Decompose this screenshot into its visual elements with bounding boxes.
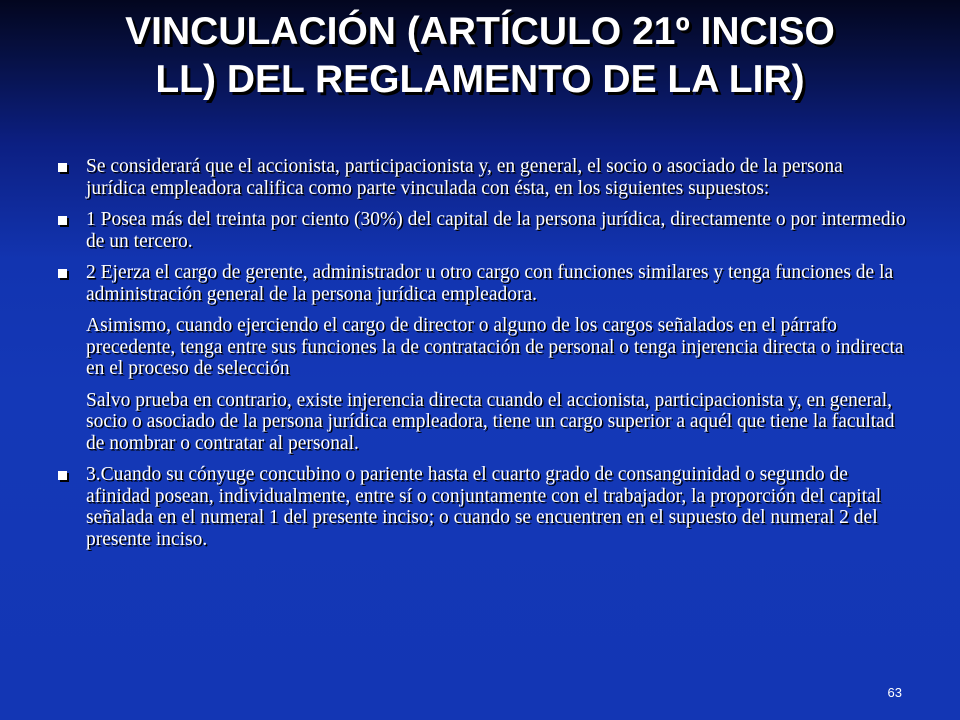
square-bullet-icon (58, 471, 67, 480)
bullet-paragraph-2 (56, 262, 906, 305)
paragraph-text: Salvo prueba en contrario, existe injerencia directa cuando el accionista, participacionista y, en general, socio o asociado de la persona jurídica empleadora, tiene un cargo superior a aquél que tiene la facultad de nombrar o contratar al personal. (86, 389, 895, 454)
square-bullet-icon (58, 269, 67, 278)
paragraph-text: Se considerará que el accionista, participacionista y, en general, el socio o asociado de la persona jurídica empleadora califica como parte vinculada con ésta, en los siguientes supuestos: (86, 156, 843, 199)
paragraph-text: 1 Posea más del treinta por ciento (30%) del capital de la persona jurídica, directamente o por intermedio de un tercero. (86, 209, 906, 252)
slide-body (56, 156, 906, 560)
paragraph-salvo-prueba (56, 390, 906, 455)
slide-title (40, 8, 920, 104)
square-bullet-icon (58, 216, 67, 225)
paragraph-text: 2 Ejerza el cargo de gerente, administrador u otro cargo con funciones similares y tenga funciones de la administración general de la persona jurídica empleadora. (86, 262, 894, 305)
bullet-paragraph-1 (56, 209, 906, 252)
bullet-paragraph-3 (56, 464, 906, 550)
page-number: 63 (887, 685, 902, 700)
slide-title-line-1: VINCULACIÓN (ARTÍCULO 21º INCISO (125, 10, 835, 53)
paragraph-asimismo (56, 315, 906, 380)
slide-title-line-2: LL) DEL REGLAMENTO DE LA LIR) (155, 58, 805, 101)
paragraph-text: Asimismo, cuando ejerciendo el cargo de director o alguno de los cargos señalados en el párrafo precedente, tenga entre sus funciones la de contratación de personal o tenga injerencia directa o indirecta en el proceso de selección (86, 315, 904, 379)
bullet-paragraph-intro (56, 156, 906, 199)
paragraph-text: 3.Cuando su cónyuge concubino o pariente hasta el cuarto grado de consanguinidad o segundo de afinidad posean, individualmente, entre sí o conjuntamente con el trabajador, la proporción del capital señalada en el numeral 1 del presente inciso; o cuando se encuentren en el supuesto del numeral 2 del presente inciso. (86, 464, 882, 550)
square-bullet-icon (58, 163, 67, 172)
